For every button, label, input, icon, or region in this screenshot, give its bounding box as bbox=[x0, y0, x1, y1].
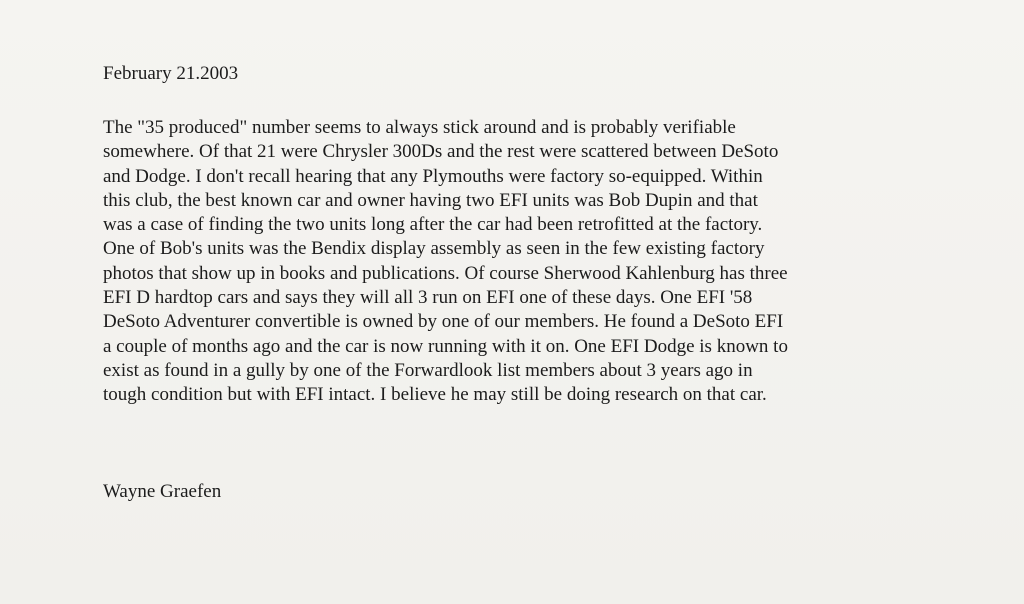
body-line: somewhere. Of that 21 were Chrysler 300Ds and the rest were scattered between DeSoto bbox=[103, 141, 779, 163]
body-line: this club, the best known car and owner having two EFI units was Bob Dupin and that bbox=[103, 189, 758, 211]
body-line: and Dodge. I don't recall hearing that any Plymouths were factory so-equipped. Within bbox=[103, 165, 763, 187]
body-line: EFI D hardtop cars and says they will all 3 run on EFI one of these days. One EFI '58 bbox=[103, 287, 753, 309]
letter-date: February 21.2003 bbox=[103, 63, 239, 84]
letter-signature: Wayne Graefen bbox=[103, 481, 222, 502]
body-line: a couple of months ago and the car is now running with it on. One EFI Dodge is known to bbox=[103, 335, 788, 357]
body-line: exist as found in a gully by one of the Forwardlook list members about 3 years ago in bbox=[103, 359, 753, 381]
letter-body bbox=[103, 116, 963, 408]
body-line: One of Bob's units was the Bendix display assembly as seen in the few existing factory bbox=[103, 238, 765, 260]
body-line: The "35 produced" number seems to always stick around and is probably verifiable bbox=[103, 117, 736, 138]
body-line: was a case of finding the two units long after the car had been retrofitted at the factory. bbox=[103, 214, 763, 236]
body-line: tough condition but with EFI intact. I believe he may still be doing research on that car. bbox=[103, 384, 767, 406]
body-line: photos that show up in books and publications. Of course Sherwood Kahlenburg has three bbox=[103, 262, 788, 284]
body-line: DeSoto Adventurer convertible is owned by one of our members. He found a DeSoto EFI bbox=[103, 311, 784, 333]
